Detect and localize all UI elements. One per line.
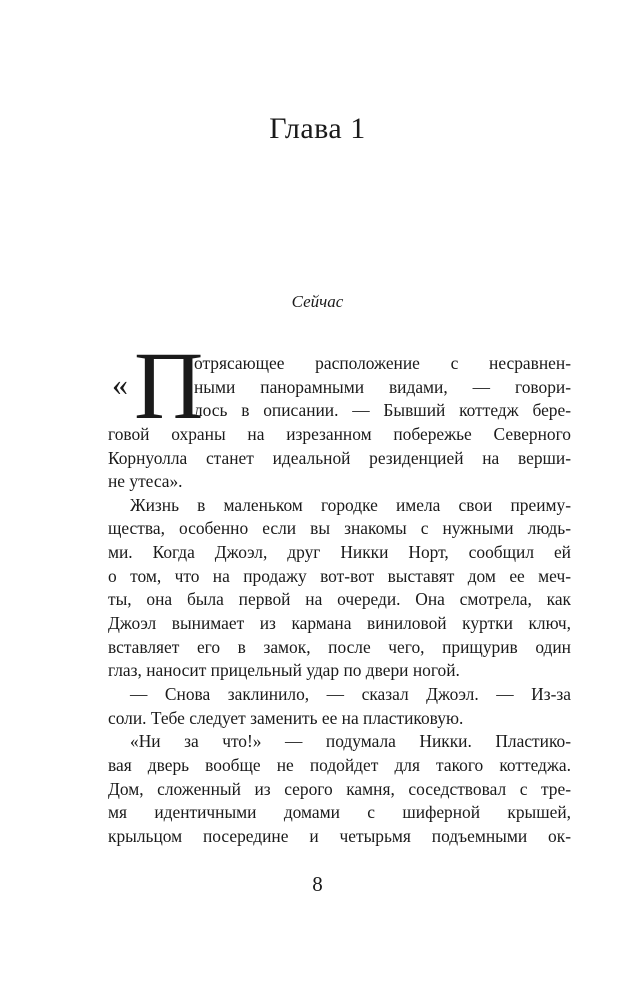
- text-line: лось в описании. — Бывший коттедж бере-: [194, 400, 571, 421]
- page-number: 8: [312, 872, 323, 896]
- text-line: вставляет его в замок, после чего, прищурив один: [108, 636, 571, 657]
- text-line: говой охраны на изрезанном побережье Северного: [108, 423, 571, 444]
- text-line: «Ни за что!» — подумала Никки. Пластико-: [130, 731, 571, 752]
- text-line: вая дверь вообще не подойдет для такого коттеджа.: [108, 754, 571, 775]
- text-line: крыльцом посередине и четырьмя подъемными ок-: [108, 825, 571, 846]
- text-line: щества, особенно если вы знакомы с нужными людь-: [108, 518, 571, 539]
- text-line: Джоэл вынимает из кармана виниловой куртки ключ,: [108, 613, 571, 634]
- text-line: не утеса».: [108, 471, 183, 492]
- body-text: [108, 352, 571, 848]
- text-line: мя идентичными домами с шиферной крышей,: [108, 802, 571, 823]
- text-line: Жизнь в маленьком городке имела свои преиму-: [130, 494, 571, 515]
- drop-cap-letter: П: [134, 332, 204, 439]
- text-line: ными панорамными видами, — говори-: [194, 376, 571, 397]
- text-line: — Снова заклинило, — сказал Джоэл. — Из-за: [130, 683, 571, 704]
- text-line: ми. Когда Джоэл, друг Никки Норт, сообщил ей: [108, 542, 571, 563]
- drop-cap-quote: «: [112, 366, 128, 402]
- text-line: соли. Тебе следует заменить ее на пластиковую.: [108, 707, 464, 728]
- text-line: глаз, наносит прицельный удар по двери ногой.: [108, 660, 460, 681]
- text-line: Дом, сложенный из серого камня, соседствовал с тре-: [108, 778, 571, 799]
- text-line: о том, что на продажу вот-вот выставят дом ее меч-: [108, 565, 571, 586]
- text-line: ты, она была первой на очереди. Она смотрела, как: [108, 589, 571, 610]
- text-line: Корнуолла станет идеальной резиденцией на верши-: [108, 447, 571, 468]
- chapter-title: Глава 1: [269, 112, 366, 145]
- text-line: отрясающее расположение с несравнен-: [194, 353, 571, 373]
- chapter-subtitle: Сейчас: [291, 292, 344, 311]
